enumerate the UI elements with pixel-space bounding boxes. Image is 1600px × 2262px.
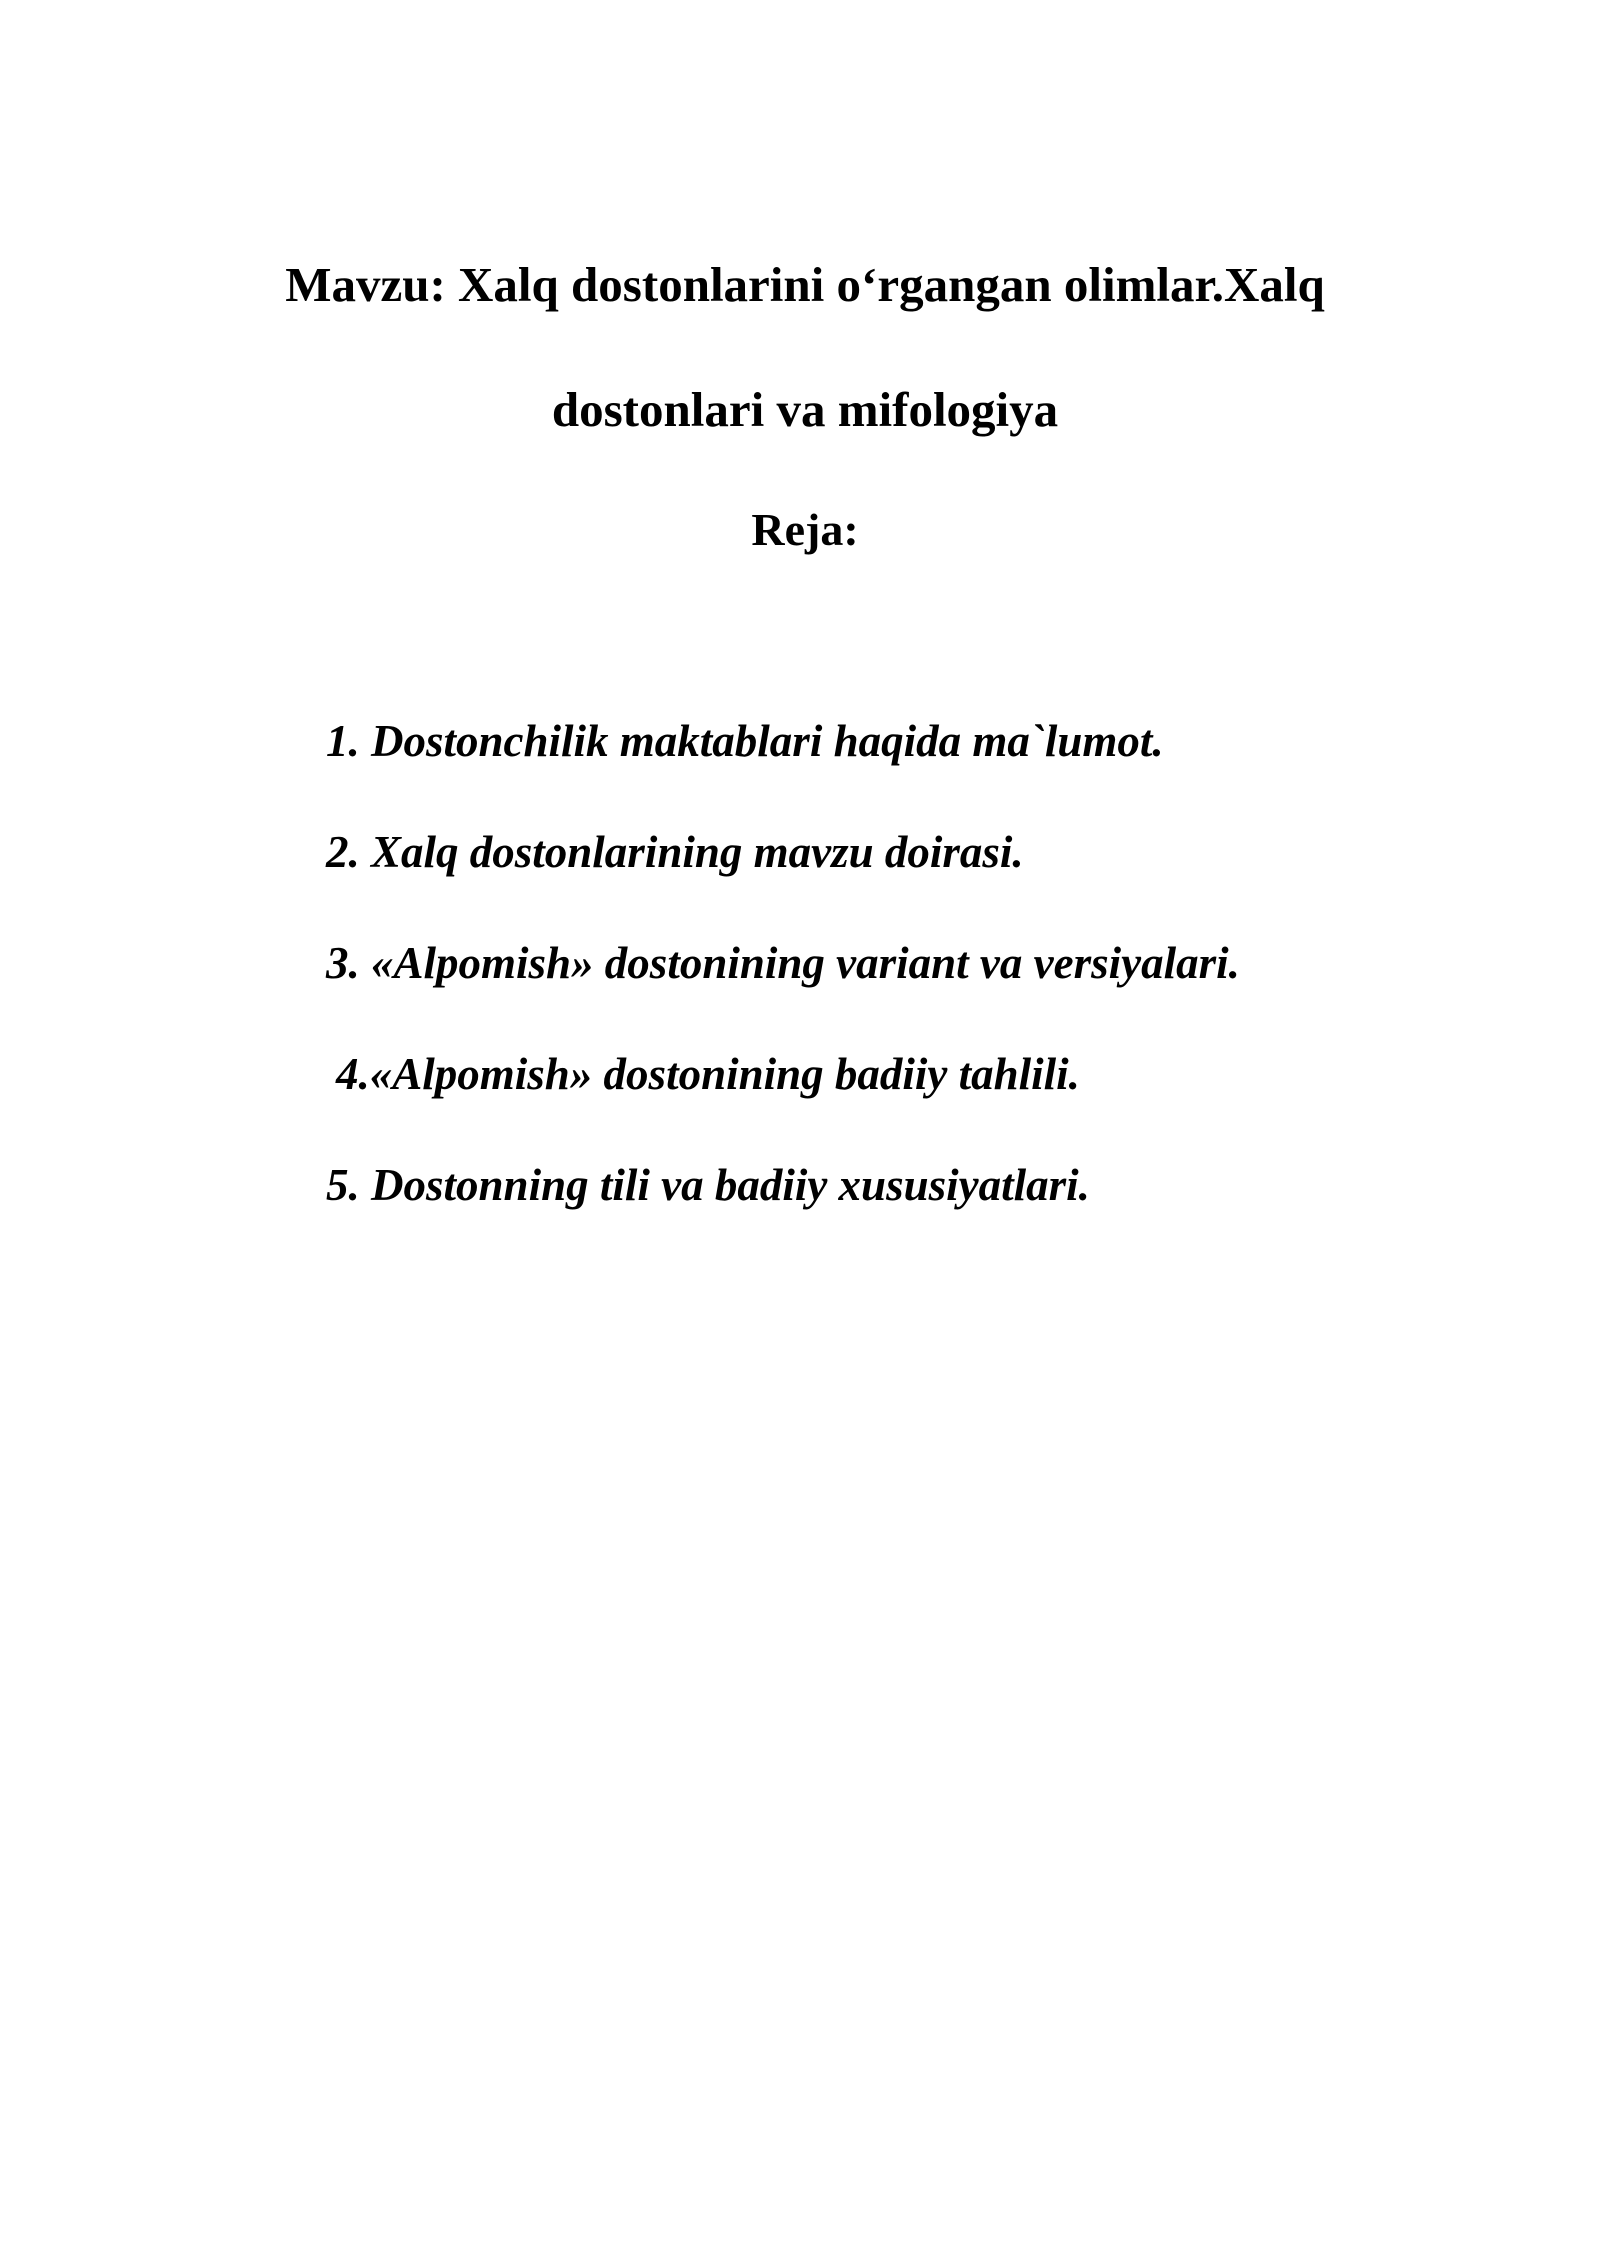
document-title-line-1: Mavzu: Xalq dostonlarini o‘rgangan olimlar.Xalq xyxy=(285,257,1325,312)
plan-heading: Reja: xyxy=(751,504,859,555)
document-title-line-2: dostonlari va mifologiya xyxy=(551,382,1059,437)
plan-item: 5. Dostonning tili va badiiy xususiyatlari. xyxy=(326,1160,1090,1210)
plan-item: 4.«Alpomish» dostonining badiiy tahlili. xyxy=(336,1049,1080,1099)
plan-item: 1. Dostonchilik maktablari haqida ma`lumot. xyxy=(326,716,1164,766)
plan-item: 2. Xalq dostonlarining mavzu doirasi. xyxy=(326,827,1024,877)
plan-item: 3. «Alpomish» dostonining variant va versiyalari. xyxy=(326,938,1240,988)
